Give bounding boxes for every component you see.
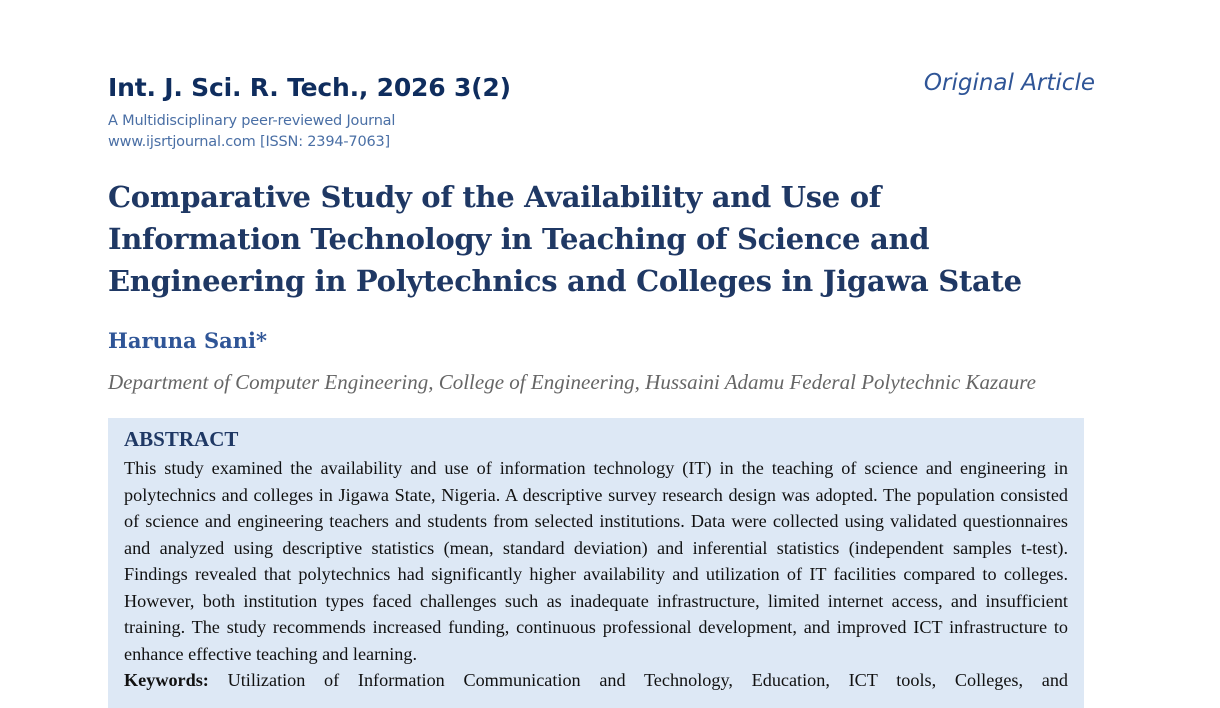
article-title bbox=[108, 176, 1108, 302]
author-name: Haruna Sani* bbox=[108, 328, 267, 353]
article-title-line-1: Comparative Study of the Availability and Use of bbox=[108, 180, 881, 214]
journal-website-issn: www.ijsrtjournal.com [ISSN: 2394-7063] bbox=[108, 134, 390, 150]
article-title-line-2: Information Technology in Teaching of Science and bbox=[108, 222, 930, 256]
keywords-label: Keywords: bbox=[124, 670, 209, 690]
keywords-line bbox=[124, 667, 1068, 694]
article-type-label: Original Article bbox=[923, 70, 1095, 96]
journal-name: Int. J. Sci. R. Tech., 2026 3(2) bbox=[108, 73, 511, 102]
abstract-box bbox=[108, 418, 1084, 708]
article-title-line-3: Engineering in Polytechnics and Colleges in Jigawa State bbox=[108, 264, 1022, 298]
journal-tagline: A Multidisciplinary peer-reviewed Journal bbox=[108, 113, 396, 129]
abstract-heading: ABSTRACT bbox=[124, 427, 239, 451]
abstract-body: This study examined the availability and use of information technology (IT) in the teaching of science and engineering in polytechnics and colleges in Jigawa State, Nigeria. A descriptive survey research design was adopted. The population consisted of science and engineering teachers and students from selected institutions. Data were collected using validated questionnaires and analyzed using descriptive statistics (mean, standard deviation) and inferential statistics (independent samples t-test). Findings revealed that polytechnics had significantly higher availability and utilization of IT facilities compared to colleges. However, both institution types faced challenges such as inadequate infrastructure, limited internet access, and insufficient training. The study recommends increased funding, continuous professional development, and improved ICT infrastructure to enhance effective teaching and learning. bbox=[124, 458, 1068, 664]
author-affiliation: Department of Computer Engineering, College of Engineering, Hussaini Adamu Federal Polytechnic Kazaure bbox=[108, 370, 1036, 394]
keywords-text: Utilization of Information Communication and Technology, Education, ICT tools, Colleges, and bbox=[227, 670, 1069, 690]
